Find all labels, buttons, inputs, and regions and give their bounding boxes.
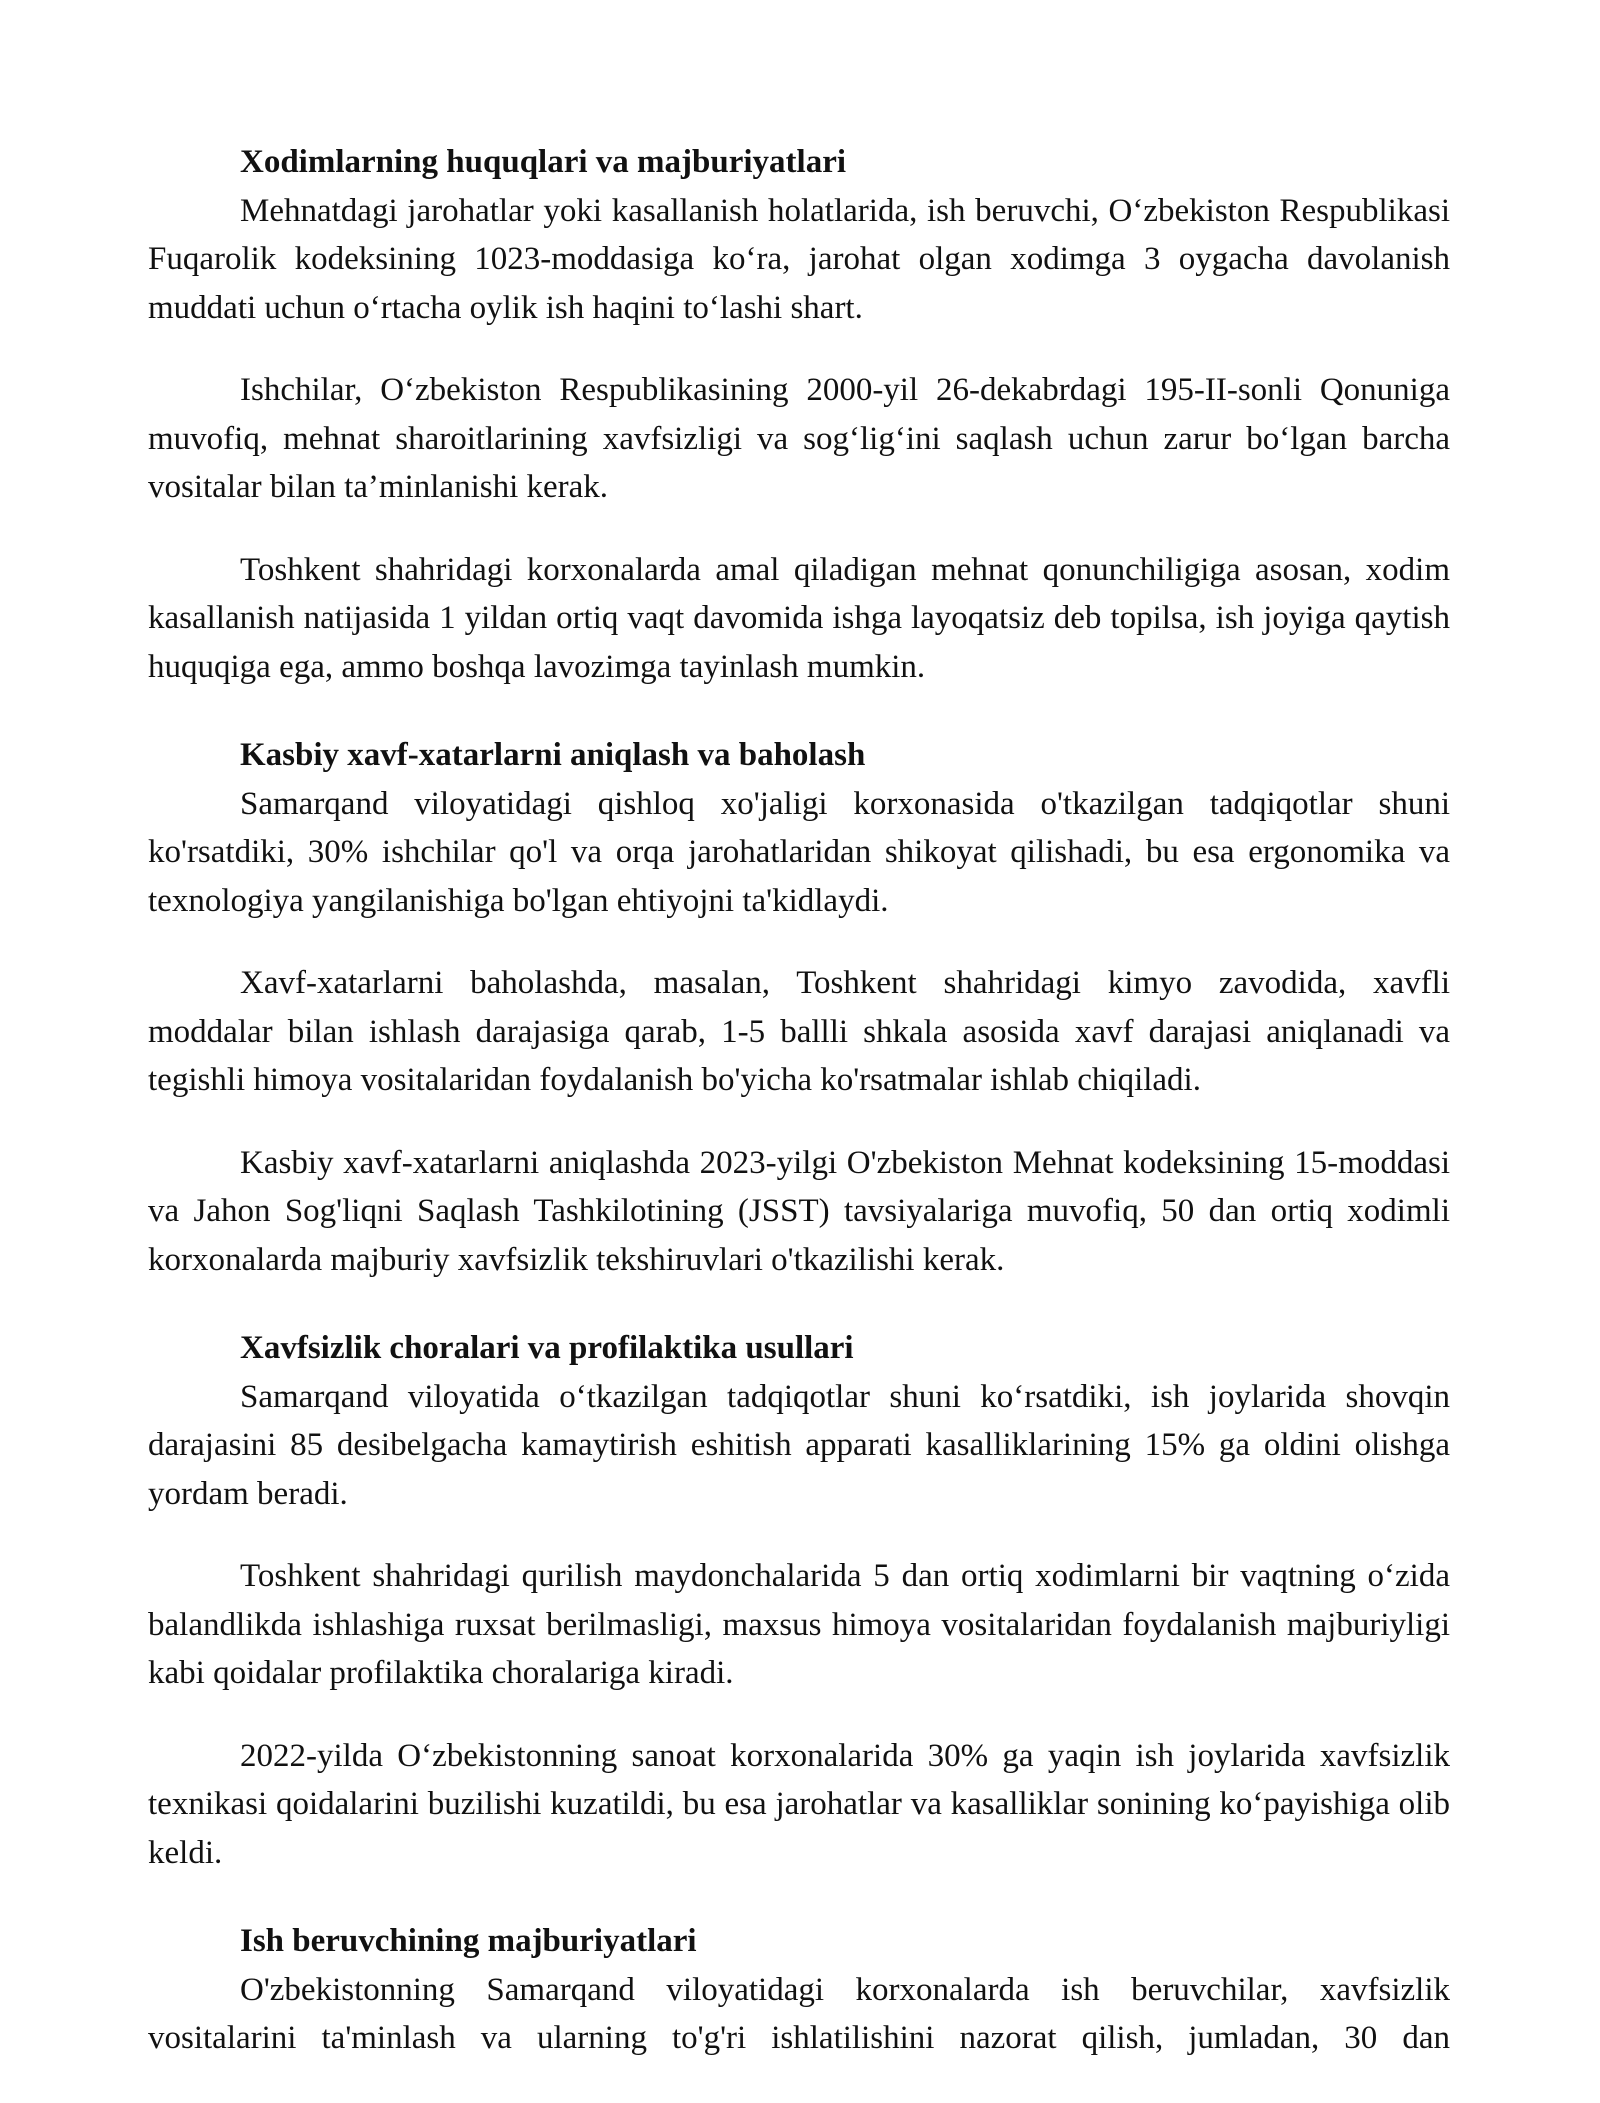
section-safety-measures bbox=[148, 1324, 1450, 1877]
section-heading: Xodimlarning huquqlari va majburiyatlari bbox=[240, 144, 847, 180]
paragraph: Toshkent shahridagi korxonalarda amal qiladigan mehnat qonunchiligiga asosan, xodim kasallanish natijasida 1 yildan ortiq vaqt davomida ishga layoqatsiz deb topilsa, ish joyiga qaytish huquqiga ega, ammo boshqa lavozimga tayinlash mumkin. bbox=[148, 551, 1450, 685]
section-heading: Kasbiy xavf-xatarlarni aniqlash va baholash bbox=[240, 737, 866, 773]
section-heading: Ish beruvchining majburiyatlari bbox=[240, 1923, 697, 1959]
paragraph: O'zbekistonning Samarqand viloyatidagi korxonalarda ish beruvchilar, xavfsizlik vositalarini ta'minlash va ularning to'g'ri ishlatilishini nazorat qilish, jumladan, 30 dan bbox=[148, 1971, 1450, 2056]
paragraph: Samarqand viloyatida o‘tkazilgan tadqiqotlar shuni ko‘rsatdiki, ish joylarida shovqin darajasini 85 desibelgacha kamaytirish eshitish apparati kasalliklarining 15% ga oldini olishga yordam beradi. bbox=[148, 1378, 1450, 1512]
paragraph: Samarqand viloyatidagi qishloq xo'jaligi korxonasida o'tkazilgan tadqiqotlar shuni ko'rsatdiki, 30% ishchilar qo'l va orqa jarohatlaridan shikoyat qilishadi, bu esa ergonomika va texnologiya yangilanishiga bo'lgan ehtiyojni ta'kidlaydi. bbox=[148, 785, 1450, 919]
section-occupational-risks bbox=[148, 731, 1450, 1284]
paragraph: Xavf-xatarlarni baholashda, masalan, Toshkent shahridagi kimyo zavodida, xavfli moddalar bilan ishlash darajasiga qarab, 1-5 ballli shkala asosida xavf darajasi aniqlanadi va tegishli himoya vositalaridan foydalanish bo'yicha ko'rsatmalar ishlab chiqiladi. bbox=[148, 965, 1450, 1098]
section-heading: Xavfsizlik choralari va profilaktika usullari bbox=[240, 1330, 854, 1366]
section-employee-rights bbox=[148, 138, 1450, 691]
paragraph: 2022-yilda O‘zbekistonning sanoat korxonalarida 30% ga yaqin ish joylarida xavfsizlik texnikasi qoidalarini buzilishi kuzatildi, bu esa jarohatlar va kasalliklar sonining ko‘payishiga olib keldi. bbox=[148, 1737, 1450, 1871]
section-employer-obligations bbox=[148, 1917, 1450, 2063]
paragraph: Toshkent shahridagi qurilish maydonchalarida 5 dan ortiq xodimlarni bir vaqtning o‘zida balandlikda ishlashiga ruxsat berilmasligi, maxsus himoya vositalaridan foydalanish majburiyligi kabi qoidalar profilaktika choralariga kiradi. bbox=[148, 1558, 1450, 1691]
document-page bbox=[148, 138, 1450, 2103]
paragraph: Mehnatdagi jarohatlar yoki kasallanish holatlarida, ish beruvchi, O‘zbekiston Respublikasi Fuqarolik kodeksining 1023-moddasiga ko‘ra, jarohat olgan xodimga 3 oygacha davolanish muddati uchun o‘rtacha oylik ish haqini to‘lashi shart. bbox=[148, 192, 1450, 326]
paragraph: Ishchilar, O‘zbekiston Respublikasining 2000-yil 26-dekabrdagi 195-II-sonli Qonuniga muvofiq, mehnat sharoitlarining xavfsizligi va sog‘lig‘ini saqlash uchun zarur bo‘lgan barcha vositalar bilan ta’minlanishi kerak. bbox=[148, 372, 1450, 505]
paragraph: Kasbiy xavf-xatarlarni aniqlashda 2023-yilgi O'zbekiston Mehnat kodeksining 15-moddasi va Jahon Sog'liqni Saqlash Tashkilotining (JSST) tavsiyalariga muvofiq, 50 dan ortiq xodimli korxonalarda majburiy xavfsizlik tekshiruvlari o'tkazilishi kerak. bbox=[148, 1144, 1450, 1278]
